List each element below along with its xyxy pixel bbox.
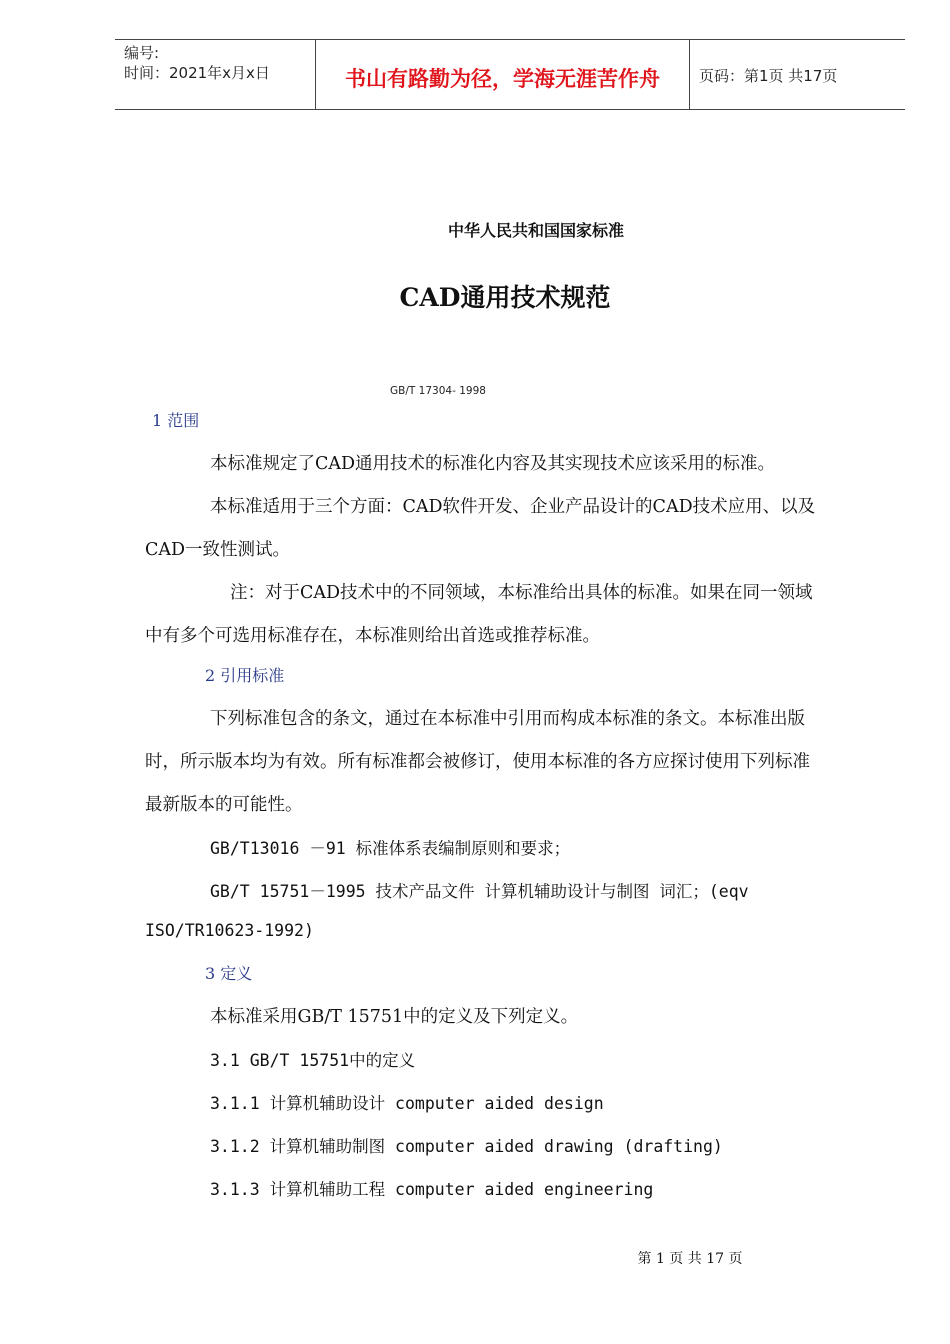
section-1-heading: 1 范围	[152, 411, 200, 430]
document-subtitle: 中华人民共和国国家标准	[447, 221, 624, 240]
motto-text: 书山有路勤为径，学海无涯苦作舟	[345, 67, 660, 91]
header-page-cell	[690, 40, 905, 109]
section-3-paragraph: 本标准采用GB/T 15751中的定义及下列定义。	[210, 1007, 579, 1027]
section-2-paragraph-line-2: 时，所示版本均为有效。所有标准都会被修订，使用本标准的各方应探讨使用下列标准	[145, 752, 810, 772]
section-2-paragraph-line-3: 最新版本的可能性。	[145, 795, 303, 815]
definition-3-1: 3.1 GB/T 15751中的定义	[210, 1051, 416, 1070]
section-1-paragraph-2-line-1: 本标准适用于三个方面：CAD软件开发、企业产品设计的CAD技术应用、以及	[210, 497, 816, 517]
definition-3-1-2: 3.1.2 计算机辅助制图 computer aided drawing (drafting)	[210, 1137, 723, 1156]
page-header	[115, 39, 905, 110]
section-2-heading: 2 引用标准	[205, 666, 285, 685]
header-meta-cell	[115, 40, 316, 109]
section-1-paragraph-1: 本标准规定了CAD通用技术的标准化内容及其实现技术应该采用的标准。	[210, 454, 776, 474]
page-info: 页码：第1页 共17页	[699, 67, 838, 85]
reference-gbt13016: GB/T13016 －91 标准体系表编制原则和要求；	[210, 839, 571, 858]
definition-3-1-3: 3.1.3 计算机辅助工程 computer aided engineering	[210, 1180, 654, 1199]
time-label: 时间：2021年x月x日	[124, 64, 270, 82]
standard-code: GB/T 17304- 1998	[390, 385, 486, 397]
section-3-heading: 3 定义	[205, 964, 253, 983]
definition-3-1-1: 3.1.1 计算机辅助设计 computer aided design	[210, 1094, 604, 1113]
section-1-note-line-1: 注：对于CAD技术中的不同领域，本标准给出具体的标准。如果在同一领域	[230, 583, 813, 603]
number-label: 编号:	[124, 44, 160, 62]
reference-gbt15751-line-1: GB/T 15751－1995 技术产品文件 计算机辅助设计与制图 词汇；(eqv	[210, 882, 749, 901]
section-1-note-line-2: 中有多个可选用标准存在，本标准则给出首选或推荐标准。	[145, 626, 600, 646]
document-title: CAD通用技术规范	[399, 283, 611, 312]
section-1-paragraph-2-line-2: CAD一致性测试。	[145, 540, 291, 560]
header-motto-cell	[316, 40, 690, 109]
section-2-paragraph-line-1: 下列标准包含的条文，通过在本标准中引用而构成本标准的条文。本标准出版	[210, 709, 805, 729]
reference-gbt15751-line-2: ISO/TR10623-1992)	[145, 921, 314, 940]
page-footer: 第 1 页 共 17 页	[637, 1251, 743, 1267]
